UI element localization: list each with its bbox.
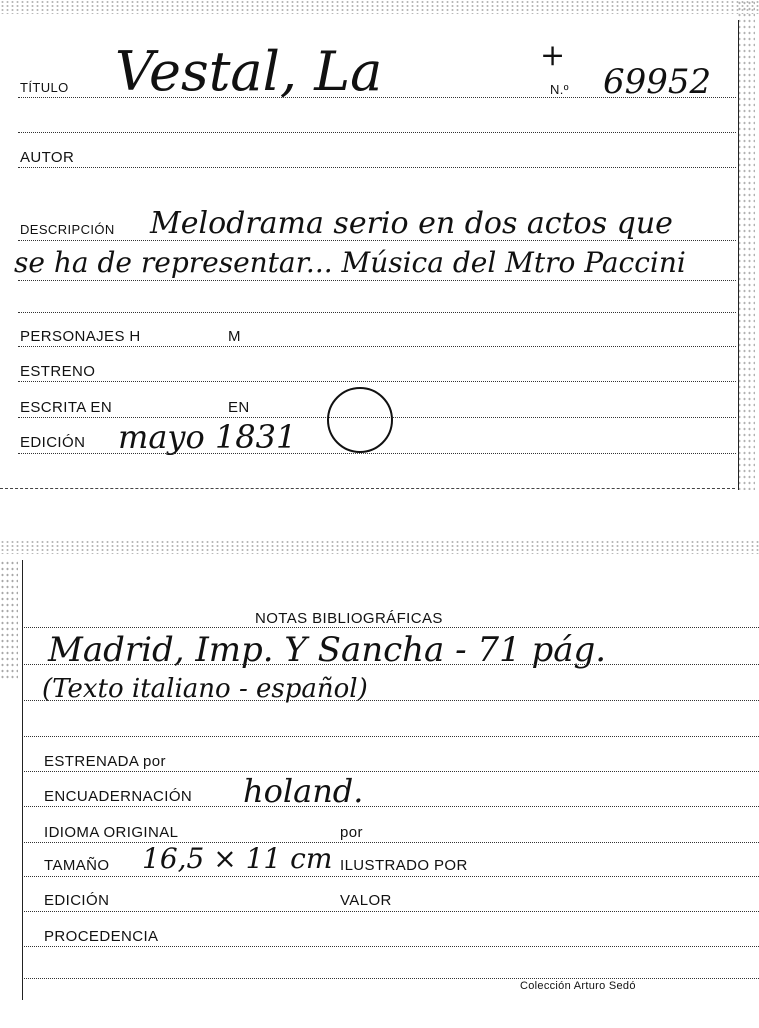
por-label: por: [340, 824, 363, 841]
notas-line-1: Madrid, Imp. Y Sancha - 71 pág.: [48, 630, 607, 670]
autor-line: [18, 167, 736, 168]
edicion-label: EDICIÓN: [20, 434, 86, 451]
descripcion-line-2: se ha de representar... Música del Mtro Paccini: [14, 246, 686, 279]
personajes-m-label: M: [228, 328, 241, 345]
notas-rule-3: [24, 700, 759, 701]
descripcion-label: DESCRIPCIÓN: [20, 222, 115, 237]
edicion-line-bottom: [24, 911, 759, 912]
card-left-border: [22, 560, 23, 1000]
personajes-line: [18, 346, 736, 347]
escrita-en-label: ESCRITA EN: [20, 399, 113, 416]
estrenada-line: [24, 771, 759, 772]
ilustrado-label: ILUSTRADO POR: [340, 857, 468, 874]
notas-rule-4: [24, 736, 759, 737]
notas-rule: [24, 627, 759, 628]
notas-label: NOTAS BIBLIOGRÁFICAS: [255, 610, 443, 627]
card-bottom-edge: [0, 488, 735, 489]
card-right-border: [738, 20, 739, 490]
descripcion-line-1: Melodrama serio en dos actos que: [150, 206, 673, 241]
tamano-line: [24, 876, 759, 877]
idioma-label: IDIOMA ORIGINAL: [44, 824, 179, 841]
idioma-line: [24, 842, 759, 843]
edicion-value: mayo 1831: [118, 418, 297, 456]
blank-line: [18, 132, 736, 133]
numero-label: N.º: [550, 82, 569, 97]
notas-line-2: (Texto italiano - español): [42, 674, 368, 704]
edicion-label-bottom: EDICIÓN: [44, 892, 110, 909]
notas-rule-2: [24, 664, 759, 665]
titulo-label: TÍTULO: [20, 80, 69, 95]
title-handwritten: Vestal, La: [115, 40, 383, 103]
numero-value: 69952: [603, 62, 712, 102]
descripcion-line-3-rule: [18, 312, 736, 313]
descripcion-line: [18, 240, 736, 241]
valor-label: VALOR: [340, 892, 392, 909]
estrenada-label: ESTRENADA por: [44, 753, 166, 770]
card-edge-noise: [0, 540, 759, 554]
autor-label: AUTOR: [20, 149, 75, 166]
tamano-label: TAMAÑO: [44, 857, 110, 874]
procedencia-label: PROCEDENCIA: [44, 928, 159, 945]
procedencia-line: [24, 946, 759, 947]
coleccion-credit: Colección Arturo Sedó: [520, 980, 636, 992]
card-right-edge-noise: [737, 0, 755, 490]
encuadernacion-label: ENCUADERNACIÓN: [44, 788, 193, 805]
encuadernacion-value: holand.: [243, 772, 364, 810]
personajes-label: PERSONAJES H: [20, 328, 141, 345]
card-left-edge-noise: [0, 560, 18, 680]
encuadernacion-line: [24, 806, 759, 807]
punch-hole-icon: [320, 380, 400, 460]
card-edge-noise: [0, 0, 759, 14]
titulo-line: [18, 97, 736, 98]
cross-mark: +: [540, 38, 566, 73]
final-rule: [24, 978, 759, 979]
descripcion-line-2-rule: [18, 280, 736, 281]
tamano-value: 16,5 × 11 cm: [142, 842, 333, 875]
catalog-card-top: [0, 0, 759, 495]
catalog-card-bottom: [0, 540, 759, 1010]
estreno-label: ESTRENO: [20, 363, 96, 380]
en-label: EN: [228, 399, 250, 416]
